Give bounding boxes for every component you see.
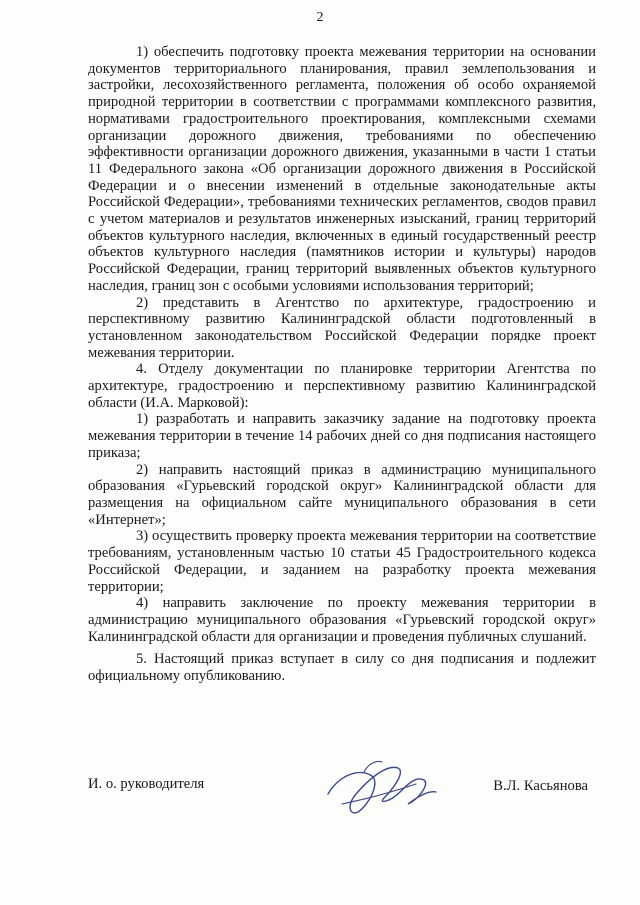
paragraph-section-5: 5. Настоящий приказ вступает в силу со дня подписания и подлежит официальному опубликованию. [88, 651, 596, 685]
paragraph-item-3-1: 1) обеспечить подготовку проекта межевания территории на основании документов территориального планирования, правил землепользования и застройки, лесохозяйственного регламента, положения об особо охраняемой природной территории в соответствии с программами комплексного развития, нормативами градостроительного проектирования, комплексными схемами организации дорожного движения, требованиями по обеспечению эффективности организации дорожного движения, указанными в части 1 статьи 11 Федерального закона «Об организации дорожного движения в Российской Федерации и о внесении изменений в отдельные законодательные акты Российской Федерации», требованиями технических регламентов, сводов правил с учетом материалов и результатов инженерных изысканий, границ территорий объектов культурного наследия, включенных в единый государственный реестр объектов культурного наследия (памятников истории и культуры) народов Российской Федерации, границ территорий выявленных объектов культурного наследия, границ зон с особыми условиями использования территорий; [88, 44, 596, 294]
page-number: 2 [316, 10, 324, 25]
paragraph-item-3-2: 2) представить в Агентство по архитектуре, градостроению и перспективному развитию Калининградской области подготовленный в установленном законодательством Российской Федерации порядке проект межевания территории. [88, 294, 596, 361]
signatory-position: И. о. руководителя [88, 776, 205, 792]
paragraph-item-4-2: 2) направить настоящий приказ в администрацию муниципального образования «Гурьевский городской округ» Калининградской области для размещения на официальном сайте муниципального образования в сети «Интернет»; [88, 461, 596, 528]
paragraph-item-4-3: 3) осуществить проверку проекта межевания территории на соответствие требованиям, установленным частью 10 статьи 45 Градостроительного кодекса Российской Федерации, и заданием на разработку проекта межевания территории; [88, 528, 596, 595]
paragraph-section-4: 4. Отделу документации по планировке территории Агентства по архитектуре, градостроению и перспективному развитию Калининградской области (И.А. Марковой): [88, 361, 596, 411]
signatory-name: В.Л. Касьянова [493, 778, 588, 794]
paragraph-item-4-1: 1) разработать и направить заказчику задание на подготовку проекта межевания территории в течение 14 рабочих дней со дня подписания настоящего приказа; [88, 411, 596, 461]
signature-block [88, 770, 596, 830]
handwritten-signature [320, 754, 440, 824]
paragraph-item-4-4: 4) направить заключение по проекту межевания территории в администрацию муниципального образования «Гурьевский городской округ» Калининградской области для организации и проведения публичных слушаний. [88, 595, 596, 645]
document-body [88, 44, 596, 685]
